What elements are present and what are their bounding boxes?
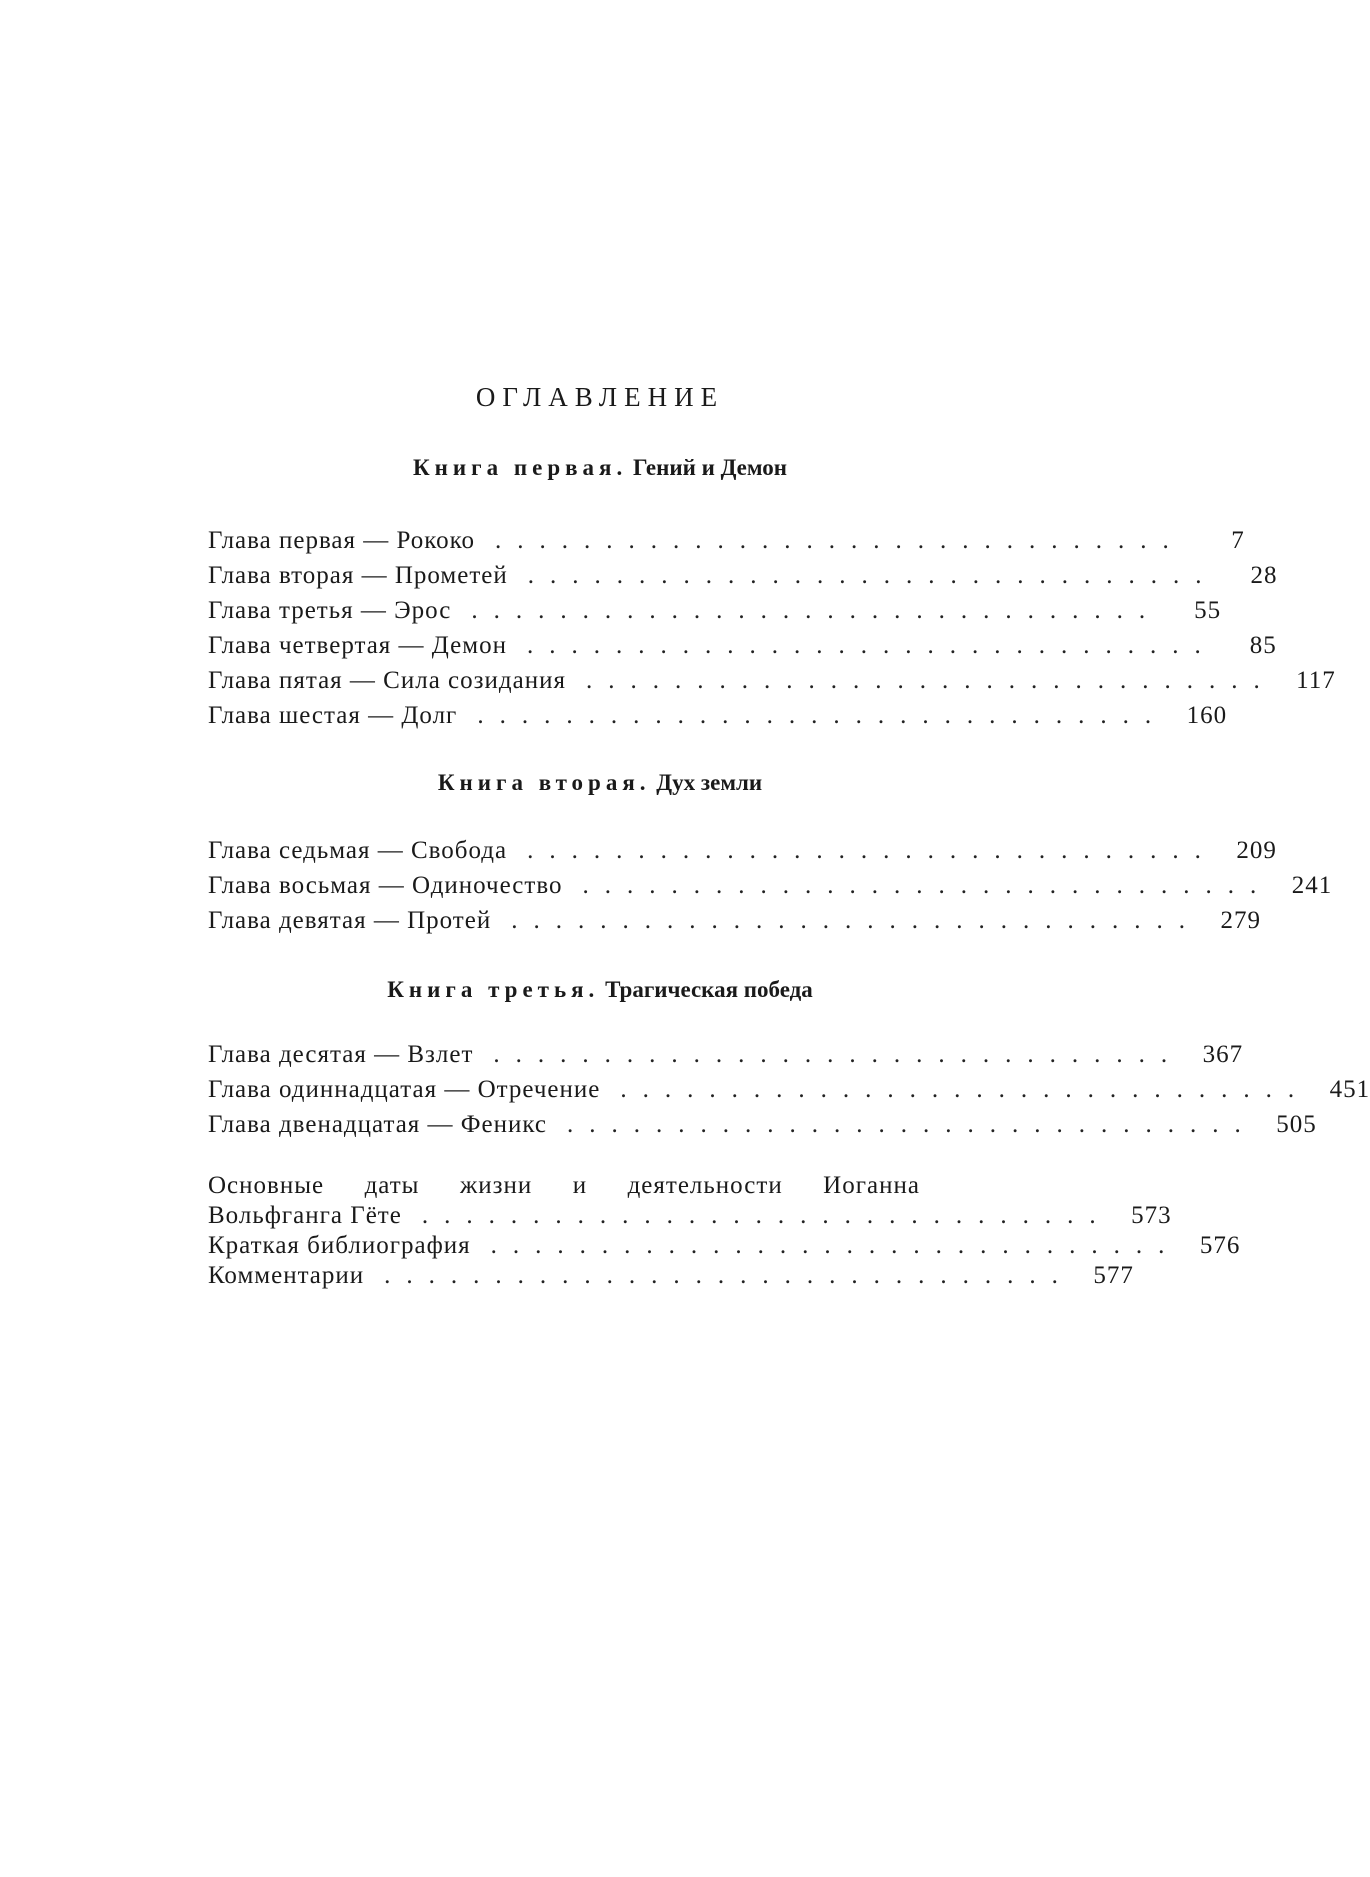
- dates-entry-line2: Вольфганга Гёте: [208, 1202, 402, 1229]
- chapter-label: Глава третья — Эрос: [208, 597, 452, 624]
- word: деятельности: [627, 1172, 783, 1199]
- dot-leader: ...............................: [471, 597, 1162, 624]
- page-number: 367: [1202, 1041, 1244, 1068]
- toc-entry[interactable]: [208, 1202, 1172, 1232]
- toc-entry[interactable]: [208, 597, 1222, 632]
- chapter-label: Глава первая — Рококо: [208, 527, 476, 554]
- chapter-label: Глава шестая — Долг: [208, 702, 458, 729]
- toc-entry[interactable]: [208, 667, 1336, 702]
- chapter-label: Глава седьмая — Свобода: [208, 837, 508, 864]
- book-prefix: Книга первая.: [412, 455, 628, 480]
- chapter-label: Глава пятая — Сила созидания: [208, 667, 566, 694]
- toc-entry[interactable]: [208, 1232, 1241, 1262]
- chapter-label: Глава десятая — Взлет: [208, 1041, 474, 1068]
- chapter-label: Глава девятая — Протей: [208, 907, 492, 934]
- book-prefix: Книга третья.: [387, 977, 600, 1002]
- appendix-list: [208, 1172, 1241, 1292]
- dot-leader: ...............................: [421, 1202, 1112, 1229]
- bibliography-label: Краткая библиография: [208, 1232, 471, 1259]
- toc-entry[interactable]: [208, 1041, 1244, 1076]
- dot-leader: ...............................: [384, 1262, 1074, 1289]
- dot-leader: ...............................: [527, 837, 1217, 864]
- book-name: Гений и Демон: [632, 455, 788, 480]
- book-heading-3: [0, 977, 1200, 1003]
- toc-entry[interactable]: [208, 562, 1278, 597]
- book-prefix: Книга вторая.: [437, 770, 651, 795]
- toc-entry[interactable]: [208, 907, 1261, 942]
- page-number: 505: [1276, 1111, 1317, 1138]
- book-name: Дух земли: [656, 770, 763, 795]
- dot-leader: ...............................: [493, 1041, 1184, 1068]
- page-number: 451: [1329, 1076, 1370, 1103]
- dot-leader: ...............................: [620, 1076, 1311, 1103]
- chapter-list-book-1: [208, 527, 1336, 737]
- chapter-list-book-2: [208, 837, 1333, 942]
- chapter-label: Глава восьмая — Одиночество: [208, 872, 563, 899]
- dot-leader: ...............................: [527, 562, 1218, 589]
- toc-entry[interactable]: [208, 1262, 1134, 1292]
- toc-entry[interactable]: [208, 1111, 1317, 1146]
- dot-leader: ...............................: [526, 632, 1217, 659]
- word: Иоганна: [823, 1172, 920, 1199]
- dot-leader: ...............................: [490, 1232, 1181, 1259]
- toc-entry[interactable]: [208, 872, 1333, 907]
- toc-entry[interactable]: [208, 702, 1228, 737]
- dot-leader: ...............................: [495, 527, 1185, 554]
- chapter-label: Глава двенадцатая — Феникс: [208, 1111, 548, 1138]
- page-number: 160: [1186, 702, 1228, 729]
- word: Основные: [208, 1172, 325, 1199]
- dot-leader: ...............................: [582, 872, 1273, 899]
- page-number: 241: [1291, 872, 1333, 899]
- dot-leader: ...............................: [567, 1111, 1257, 1138]
- page-number: 55: [1194, 597, 1222, 624]
- dot-leader: ...............................: [585, 667, 1276, 694]
- page-number: 85: [1249, 632, 1277, 659]
- word: и: [572, 1172, 588, 1199]
- toc-entry[interactable]: [208, 837, 1277, 872]
- page-number: 573: [1131, 1202, 1172, 1229]
- page-number: 577: [1093, 1262, 1134, 1289]
- book-heading-1: [0, 455, 1200, 481]
- chapter-label: Глава одиннадцатая — Отречение: [208, 1076, 601, 1103]
- toc-entry[interactable]: [208, 632, 1277, 667]
- dates-entry-line1[interactable]: [208, 1172, 920, 1202]
- page-number: 117: [1296, 667, 1336, 694]
- dot-leader: ...............................: [477, 702, 1168, 729]
- dot-leader: ...............................: [511, 907, 1201, 934]
- page-number: 279: [1220, 907, 1261, 934]
- word: даты: [364, 1172, 420, 1199]
- chapter-list-book-3: [208, 1041, 1370, 1146]
- word: жизни: [459, 1172, 533, 1199]
- chapter-label: Глава четвертая — Демон: [208, 632, 507, 659]
- comments-label: Комментарии: [208, 1262, 365, 1289]
- toc-title: ОГЛАВЛЕНИЕ: [475, 382, 725, 412]
- toc-entry[interactable]: [208, 1076, 1370, 1111]
- book-heading-2: [0, 770, 1200, 796]
- page-number: 28: [1250, 562, 1278, 589]
- toc-entry[interactable]: [208, 527, 1245, 562]
- chapter-label: Глава вторая — Прометей: [208, 562, 508, 589]
- page-number: 7: [1231, 527, 1245, 554]
- book-name: Трагическая победа: [605, 977, 813, 1002]
- page-number: 576: [1199, 1232, 1241, 1259]
- page-number: 209: [1236, 837, 1277, 864]
